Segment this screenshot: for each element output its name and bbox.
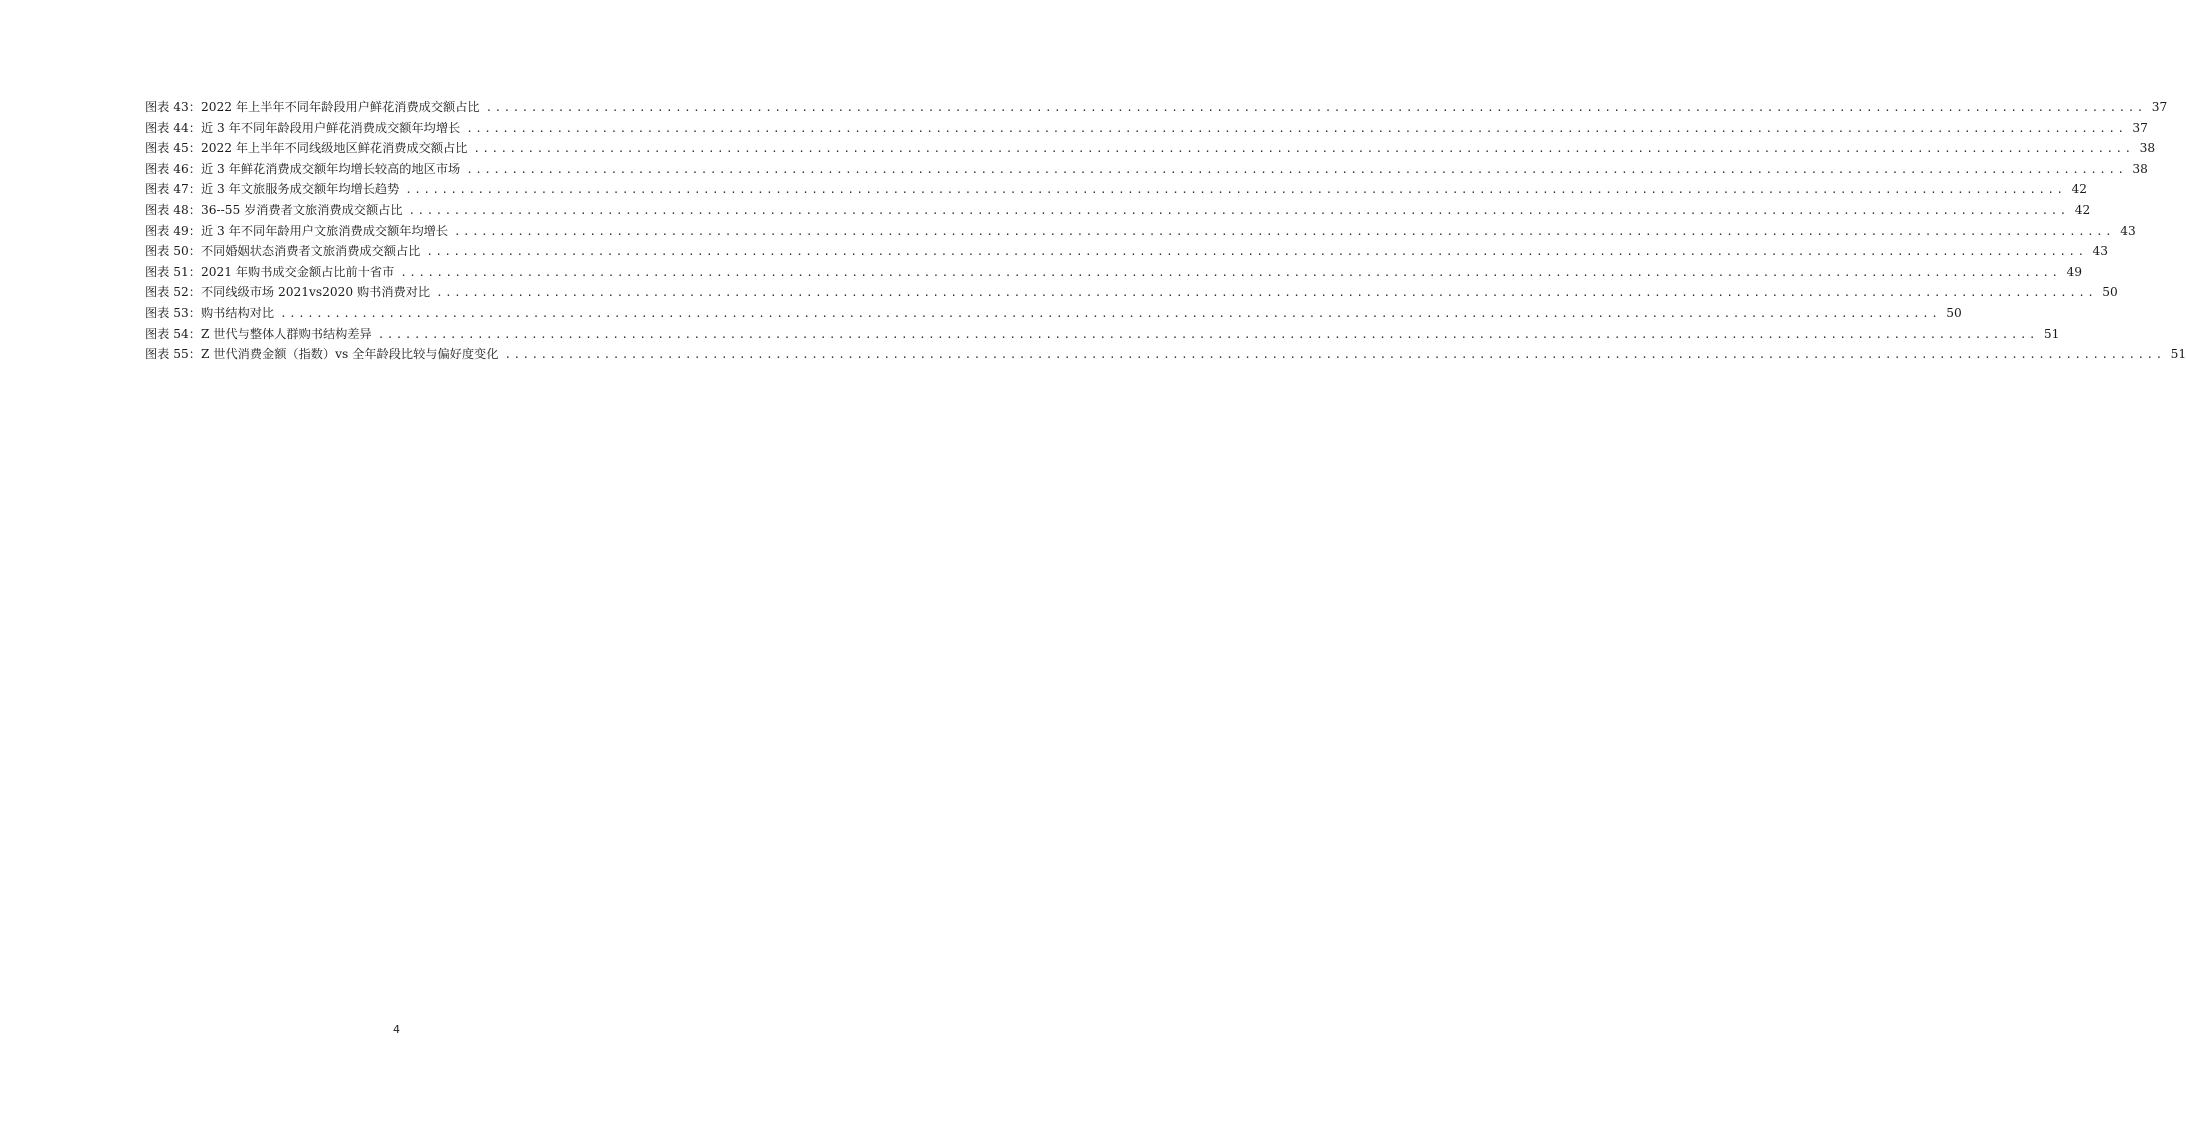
toc-entry[interactable] <box>145 97 2168 118</box>
toc-entry-page: 50 <box>1946 305 1962 320</box>
toc-entry-page: 49 <box>2066 264 2082 279</box>
toc-entry-title: 2022 年上半年不同年龄段用户鲜花消费成交额占比 <box>200 100 480 114</box>
dot-leader <box>426 242 2086 263</box>
toc-entry-label: 图表 48： <box>145 202 201 217</box>
dot-leader <box>473 139 2133 160</box>
toc-entry[interactable] <box>145 138 2156 159</box>
dot-leader <box>466 119 2126 140</box>
toc-entry-title: 购书结构对比 <box>200 305 275 320</box>
toc-entry[interactable] <box>145 118 2148 139</box>
toc-entry-label: 图表 53： <box>145 305 201 320</box>
toc-entry-page: 51 <box>2043 326 2060 341</box>
toc-entry-page: 42 <box>2071 182 2087 197</box>
toc-entry-label: 图表 45： <box>145 141 201 156</box>
toc-entry-title: 近 3 年不同年龄用户文旅消费成交额年均增长 <box>200 223 449 238</box>
toc-entry-page: 38 <box>2139 141 2156 156</box>
toc-entry-page: 37 <box>2132 120 2148 135</box>
dot-leader <box>405 180 2065 201</box>
page-number: 4 <box>393 1023 400 1036</box>
toc-entry-page: 51 <box>2170 347 2186 362</box>
toc-entry[interactable] <box>145 282 2118 303</box>
toc-entry-label: 图表 49： <box>145 223 201 238</box>
toc-entry-page: 42 <box>2074 202 2091 217</box>
dot-leader <box>409 201 2069 222</box>
toc-entry-page: 37 <box>2151 100 2168 114</box>
toc-entry-label: 图表 52： <box>145 285 201 300</box>
toc-entry-page: 43 <box>2120 223 2136 238</box>
toc-entry[interactable] <box>145 159 2148 180</box>
toc-entry-label: 图表 51： <box>145 264 201 279</box>
toc-entry-label: 图表 44： <box>145 120 201 135</box>
toc-entry-title: 不同线级市场 2021vs2020 购书消费对比 <box>200 285 431 300</box>
toc-entry-title: Z 世代消费金额（指数）vs 全年龄段比较与偏好度变化 <box>200 347 499 362</box>
toc-entry-title: 2021 年购书成交金额占比前十省市 <box>200 264 395 279</box>
toc-entry-title: Z 世代与整体人群购书结构差异 <box>200 326 372 341</box>
toc-entry-label: 图表 54： <box>145 326 201 341</box>
toc-entry-title: 近 3 年不同年龄段用户鲜花消费成交额年均增长 <box>200 120 461 135</box>
toc-entry[interactable] <box>145 303 1962 324</box>
dot-leader <box>504 345 2164 366</box>
toc-entry-title: 不同婚姻状态消费者文旅消费成交额占比 <box>200 244 421 259</box>
toc-entry-page: 38 <box>2132 161 2148 176</box>
toc-entry[interactable] <box>145 221 2136 242</box>
toc-entry-label: 图表 43： <box>145 100 201 114</box>
toc-entry-label: 图表 47： <box>145 182 201 197</box>
dot-leader <box>486 98 2146 119</box>
dot-leader <box>436 283 2096 304</box>
toc-entry-label: 图表 50： <box>145 244 201 259</box>
table-of-figures <box>145 97 2186 365</box>
toc-entry-page: 50 <box>2102 285 2118 300</box>
toc-entry-title: 近 3 年鲜花消费成交额年均增长较高的地区市场 <box>200 161 461 176</box>
dot-leader <box>466 160 2126 181</box>
toc-entry-title: 2022 年上半年不同线级地区鲜花消费成交额占比 <box>200 141 468 156</box>
toc-entry-label: 图表 55： <box>145 347 201 362</box>
toc-entry[interactable] <box>145 200 2091 221</box>
dot-leader <box>400 263 2060 284</box>
dot-leader <box>378 325 2038 346</box>
toc-entry[interactable] <box>145 241 2108 262</box>
toc-entry-title: 近 3 年文旅服务成交额年均增长趋势 <box>200 182 400 197</box>
toc-entry[interactable] <box>145 262 2082 283</box>
dot-leader <box>280 304 1940 325</box>
toc-entry[interactable] <box>145 344 2186 365</box>
toc-entry-label: 图表 46： <box>145 161 201 176</box>
toc-entry[interactable] <box>145 179 2087 200</box>
toc-entry-page: 43 <box>2092 244 2108 259</box>
toc-entry[interactable] <box>145 324 2060 345</box>
toc-entry-title: 36--55 岁消费者文旅消费成交额占比 <box>200 202 403 217</box>
dot-leader <box>454 222 2114 243</box>
